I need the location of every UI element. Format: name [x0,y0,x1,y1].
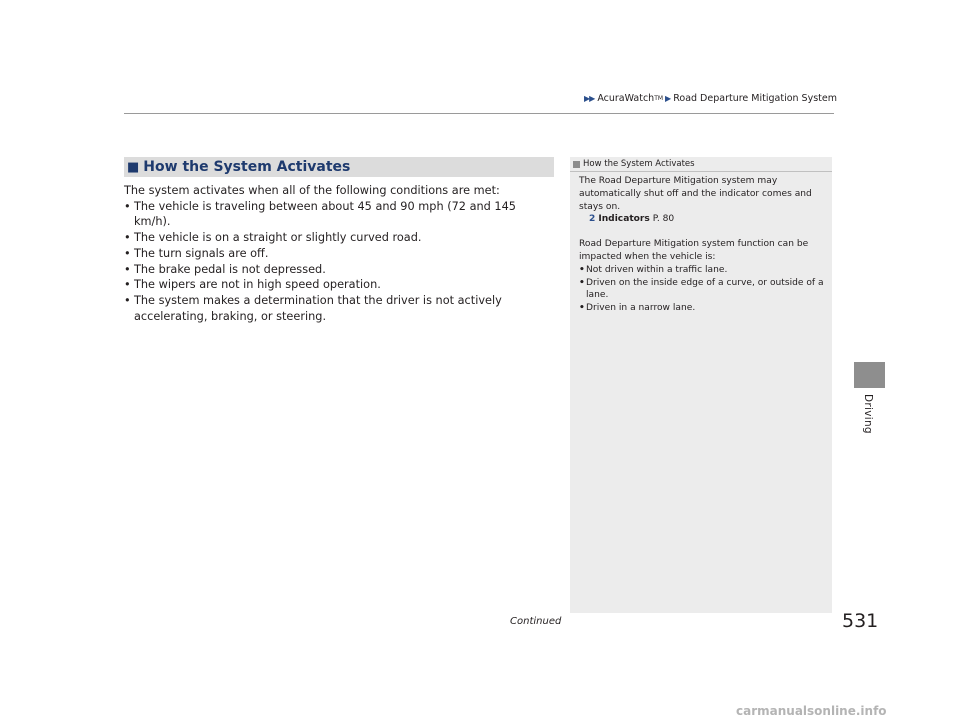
breadcrumb-part-acurawatch: AcuraWatch [597,93,655,104]
breadcrumb-part-rdm: Road Departure Mitigation System [673,93,837,104]
page-number: 531 [842,610,879,632]
chapter-tab [854,362,885,388]
list-item: • The system makes a determination that the driver is not actively accelerating, braking, or steering. [124,293,554,324]
list-item: • The turn signals are off. [124,246,554,262]
section-title: How the System Activates [143,159,351,175]
list-item: • Not driven within a traffic lane. [579,264,825,277]
section-square-icon: ■ [127,159,140,175]
section-heading-bar [124,157,554,177]
cross-reference-link[interactable] [579,213,825,226]
section-intro: The system activates when all of the following conditions are met: [124,184,500,197]
watermark: carmanualsonline.info [736,704,887,718]
reference-arrow-icon: 2 [589,214,596,225]
list-item: • The vehicle is on a straight or slightly curved road. [124,230,554,246]
note-header [570,157,832,172]
note-list [579,264,825,315]
chapter-label: Driving [862,394,874,434]
breadcrumb-arrow-icon: ▶▶ [584,94,595,103]
list-item: • Driven on the inside edge of a curve, or outside of a lane. [579,277,825,303]
note-paragraph: Road Departure Mitigation system function can be impacted when the vehicle is: [579,239,809,262]
breadcrumb-arrow-icon: ▶ [665,94,671,103]
trademark-mark: TM [654,95,664,102]
header-rule [124,113,834,114]
reference-label: Indicators [598,214,650,225]
section-body [124,183,554,324]
note-title: How the System Activates [583,159,695,169]
continued-label: Continued [510,616,562,627]
reference-page: P. 80 [652,214,675,225]
note-sidebar [570,157,832,613]
list-item: • The vehicle is traveling between about 45 and 90 mph (72 and 145 km/h). [124,199,554,230]
note-marker-icon [573,161,580,168]
list-item: • The wipers are not in high speed operation. [124,277,554,293]
breadcrumb [584,93,837,104]
condition-list [124,199,554,325]
note-paragraph: The Road Departure Mitigation system may automatically shut off and the indicator comes and stays on. [579,176,812,212]
list-item: • Driven in a narrow lane. [579,302,825,315]
list-item: • The brake pedal is not depressed. [124,262,554,278]
note-body [579,175,825,315]
